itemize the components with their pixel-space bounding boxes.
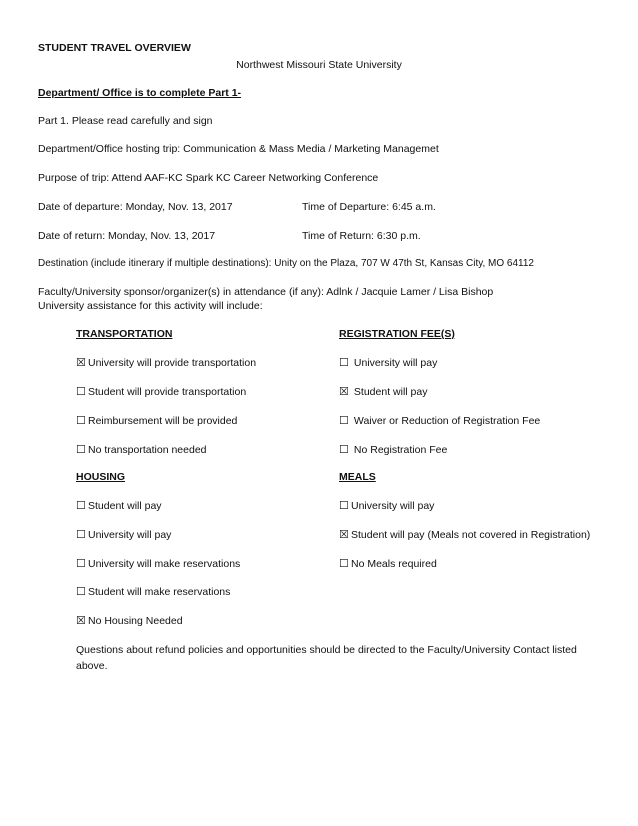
department-label: Department/Office hosting trip:: [38, 143, 181, 155]
checkbox-checked-icon[interactable]: ☒: [76, 615, 86, 627]
option-label: Student will pay: [351, 386, 428, 398]
checkbox-icon[interactable]: ☐: [339, 558, 349, 570]
departure-date-value: Monday, Nov. 13, 2017: [125, 201, 233, 213]
option-label: No Registration Fee: [351, 444, 448, 456]
departure-time-value: 6:45 a.m.: [392, 201, 436, 213]
transportation-option[interactable]: [76, 356, 256, 369]
checkbox-icon[interactable]: ☐: [339, 444, 349, 456]
return-time-value: 6:30 p.m.: [376, 230, 421, 242]
return-date-label: Date of return:: [38, 230, 106, 242]
checkbox-icon[interactable]: ☐: [76, 500, 86, 512]
return-date-row: [38, 230, 215, 242]
housing-option[interactable]: [76, 614, 183, 627]
housing-option[interactable]: [76, 499, 162, 512]
transportation-heading: TRANSPORTATION: [76, 328, 173, 340]
department-value: Communication & Mass Media / Marketing Managemet: [183, 143, 439, 155]
department-row: [38, 143, 439, 155]
faculty-row: [38, 286, 493, 298]
assistance-intro: University assistance for this activity will include:: [38, 300, 263, 312]
checkbox-icon[interactable]: ☐: [76, 444, 86, 456]
option-label: No Meals required: [351, 558, 437, 570]
departure-date-label: Date of departure:: [38, 201, 123, 213]
option-label: Student will pay: [88, 500, 162, 512]
departure-date-row: [38, 201, 233, 213]
return-time-row: [302, 230, 421, 242]
destination-row: [38, 258, 534, 269]
destination-value: Unity on the Plaza, 707 W 47th St, Kansas City, MO 64112: [274, 258, 534, 269]
option-label: University will provide transportation: [88, 357, 257, 369]
purpose-row: [38, 172, 378, 184]
option-label: Student will make reservations: [88, 586, 231, 598]
transportation-option[interactable]: [76, 443, 207, 456]
instruction-heading: Department/ Office is to complete Part 1-: [38, 87, 242, 99]
part1-heading: Part 1. Please read carefully and sign: [38, 115, 213, 127]
option-label: No Housing Needed: [88, 615, 183, 627]
transportation-option[interactable]: [76, 414, 237, 427]
purpose-value: Attend AAF-KC Spark KC Career Networking Conference: [111, 172, 379, 184]
meals-heading: MEALS: [339, 471, 376, 483]
checkbox-icon[interactable]: ☐: [76, 415, 86, 427]
option-label: Student will provide transportation: [88, 386, 247, 398]
faculty-value: Adlnk / Jacquie Lamer / Lisa Bishop: [326, 286, 494, 298]
checkbox-checked-icon[interactable]: ☒: [339, 529, 349, 541]
registration-option[interactable]: [339, 414, 540, 427]
option-label: University will pay: [351, 357, 438, 369]
registration-heading: REGISTRATION FEE(S): [339, 328, 455, 340]
registration-option[interactable]: [339, 356, 437, 369]
checkbox-icon[interactable]: ☐: [339, 357, 349, 369]
checkbox-icon[interactable]: ☐: [76, 529, 86, 541]
checkbox-checked-icon[interactable]: ☒: [339, 386, 349, 398]
registration-option[interactable]: [339, 443, 447, 456]
housing-option[interactable]: [76, 585, 230, 598]
option-label: University will make reservations: [88, 558, 241, 570]
checkbox-icon[interactable]: ☐: [76, 558, 86, 570]
checkbox-icon[interactable]: ☐: [339, 415, 349, 427]
checkbox-checked-icon[interactable]: ☒: [76, 357, 86, 369]
document-title: STUDENT TRAVEL OVERVIEW: [38, 42, 191, 54]
option-label: Waiver or Reduction of Registration Fee: [351, 415, 541, 427]
housing-option[interactable]: [76, 528, 171, 541]
checkbox-icon[interactable]: ☐: [76, 386, 86, 398]
institution-name: Northwest Missouri State University: [236, 59, 402, 71]
option-label: University will pay: [351, 500, 435, 512]
option-label: Reimbursement will be provided: [88, 415, 238, 427]
housing-heading: HOUSING: [76, 471, 126, 483]
departure-time-label: Time of Departure:: [302, 201, 390, 213]
transportation-option[interactable]: [76, 385, 246, 398]
faculty-label: Faculty/University sponsor/organizer(s) in attendance (if any):: [38, 286, 324, 298]
checkbox-icon[interactable]: ☐: [339, 500, 349, 512]
option-label: No transportation needed: [88, 444, 207, 456]
refund-policy-note: Questions about refund policies and opportunities should be directed to the Faculty/University Contact listed above.: [76, 644, 577, 672]
meals-option[interactable]: [339, 557, 437, 570]
meals-option[interactable]: [339, 528, 590, 541]
return-time-label: Time of Return:: [302, 230, 374, 242]
option-label: Student will pay (Meals not covered in Registration): [351, 529, 591, 541]
return-date-value: Monday, Nov. 13, 2017: [108, 230, 216, 242]
registration-option[interactable]: [339, 385, 427, 398]
option-label: University will pay: [88, 529, 172, 541]
departure-time-row: [302, 201, 436, 213]
purpose-label: Purpose of trip:: [38, 172, 110, 184]
meals-option[interactable]: [339, 499, 434, 512]
destination-label: Destination (include itinerary if multiple destinations):: [38, 258, 272, 269]
checkbox-icon[interactable]: ☐: [76, 586, 86, 598]
housing-option[interactable]: [76, 557, 240, 570]
